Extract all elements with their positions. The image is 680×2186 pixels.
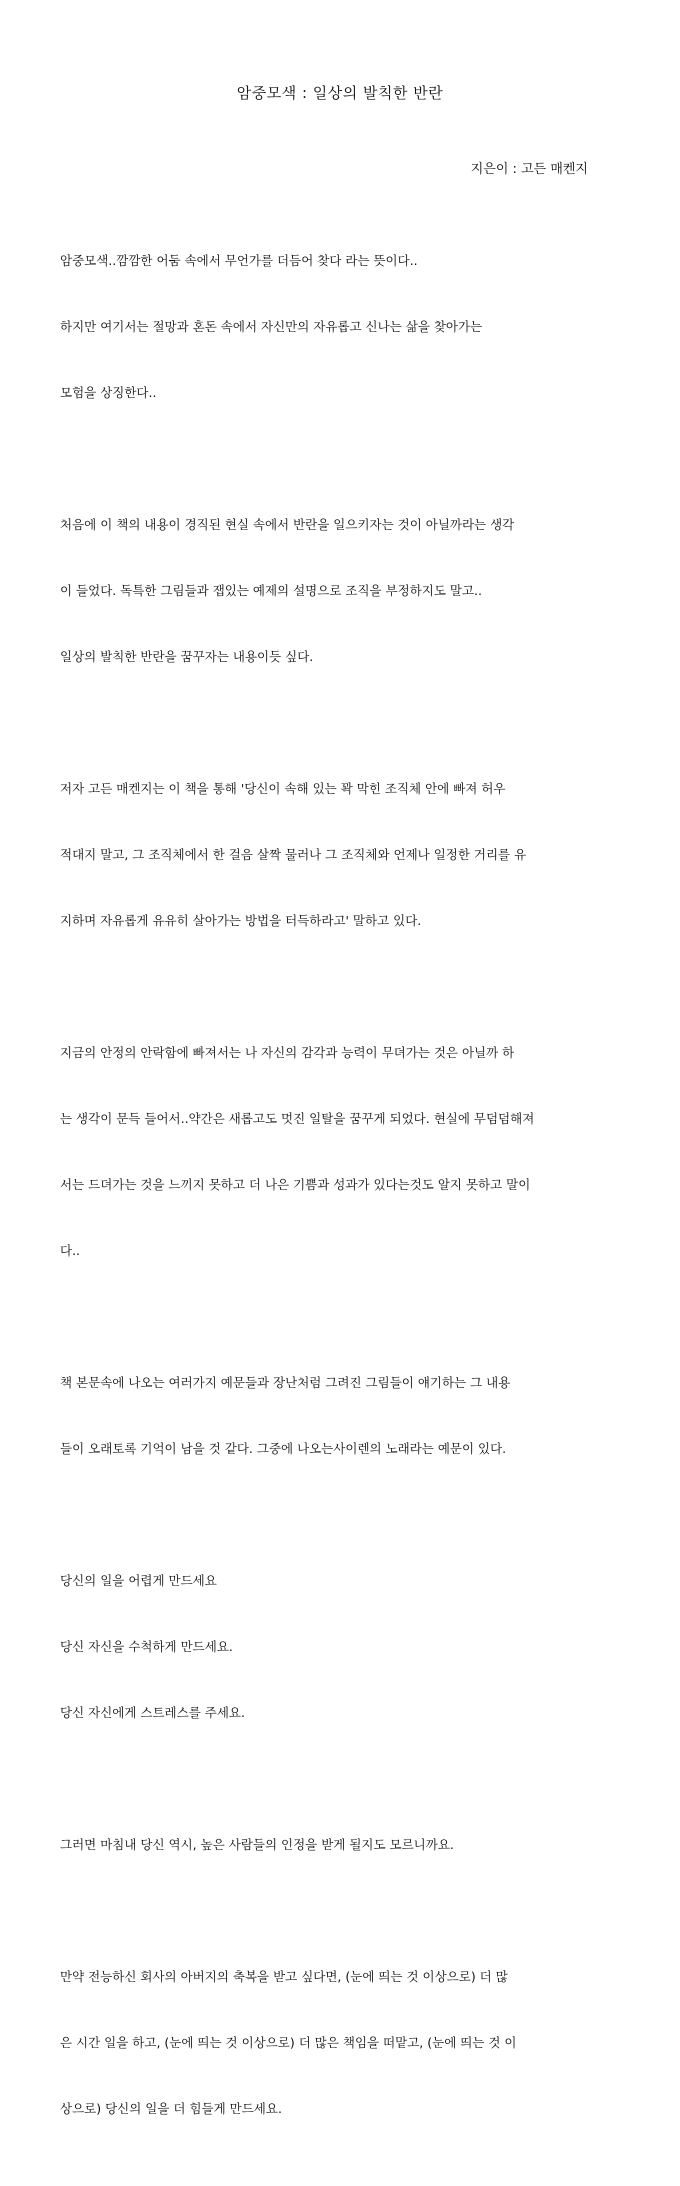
paragraph — [60, 998, 625, 1306]
text-line: 지금의 안정의 안락함에 빠져서는 나 자신의 감각과 능력이 무뎌가는 것은 아닐까 하 — [60, 1045, 515, 1060]
paragraph — [60, 1790, 625, 1900]
text-line: 들이 오래토록 기억이 남을 것 같다. 그중에 나오는사이렌의 노래라는 예문이 있다. — [60, 1441, 507, 1456]
document-body — [60, 206, 625, 2186]
text-line: 처음에 이 책의 내용이 경직된 현실 속에서 반란을 일으키자는 것이 아닐까라는 생각 — [60, 517, 515, 532]
quote-paragraph — [60, 1526, 625, 1768]
text-line: 서는 드뎌가는 것을 느끼지 못하고 더 나은 기쁨과 성과가 있다는것도 알지 못하고 말이 — [60, 1177, 531, 1192]
text-line: 은 시간 일을 하고, (눈에 띄는 것 이상으로) 더 많은 책임을 떠맡고, (눈에 띄는 것 이 — [60, 2035, 517, 2050]
text-line: 당신의 일을 어렵게 만드세요 — [60, 1573, 217, 1588]
text-line: 적대지 말고, 그 조직체에서 한 걸음 살짝 물러나 그 조직체와 언제나 일정한 거리를 유 — [60, 847, 527, 862]
text-line: 책 본문속에 나오는 여러가지 예문들과 장난처럼 그려진 그림들이 얘기하는 그 내용 — [60, 1375, 511, 1390]
text-line: 는 생각이 문득 들어서..약간은 새롭고도 멋진 일탈을 꿈꾸게 되었다. 현실에 무덤덤해져 — [60, 1111, 535, 1126]
text-line: 만약 전능하신 회사의 아버지의 축복을 받고 싶다면, (눈에 띄는 것 이상으로) 더 많 — [60, 1969, 508, 1984]
paragraph — [60, 1328, 625, 1504]
author-line: 지은이 : 고든 매켄지 — [470, 162, 588, 177]
paragraph — [60, 206, 625, 448]
text-line: 저자 고든 매켄지는 이 책을 통해 '당신이 속해 있는 꽉 막힌 조직체 안에 빠져 허우 — [60, 781, 506, 796]
text-line: 일상의 발칙한 반란을 꿈꾸자는 내용이듯 싶다. — [60, 649, 314, 664]
text-line: 다.. — [60, 1243, 81, 1258]
paragraph — [60, 734, 625, 976]
text-line: 지하며 자유롭게 유유히 살아가는 방법을 터득하라고' 말하고 있다. — [60, 913, 422, 928]
text-line: 이 들었다. 독특한 그림들과 잽있는 예제의 설명으로 조직을 부정하지도 말고.. — [60, 583, 483, 598]
paragraph — [60, 1922, 625, 2164]
text-line: 당신 자신에게 스트레스를 주세요. — [60, 1705, 245, 1720]
paragraph — [60, 470, 625, 712]
text-line: 암중모색..깜깜한 어둠 속에서 무언가를 더듬어 찾다 라는 뜻이다.. — [60, 253, 418, 268]
text-line: 하지만 여기서는 절망과 혼돈 속에서 자신만의 자유롭고 신나는 삶을 찾아가는 — [60, 319, 483, 334]
text-line: 모험을 상징한다.. — [60, 385, 157, 400]
text-line: 당신 자신을 수척하게 만드세요. — [60, 1639, 233, 1654]
document-title: 암중모색 : 일상의 발칙한 반란 — [236, 84, 444, 102]
text-line: 그러면 마침내 당신 역시, 높은 사람들의 인정을 받게 될지도 모르니까요. — [60, 1837, 454, 1852]
text-line: 상으로) 당신의 일을 더 힘들게 만드세요. — [60, 2101, 282, 2116]
